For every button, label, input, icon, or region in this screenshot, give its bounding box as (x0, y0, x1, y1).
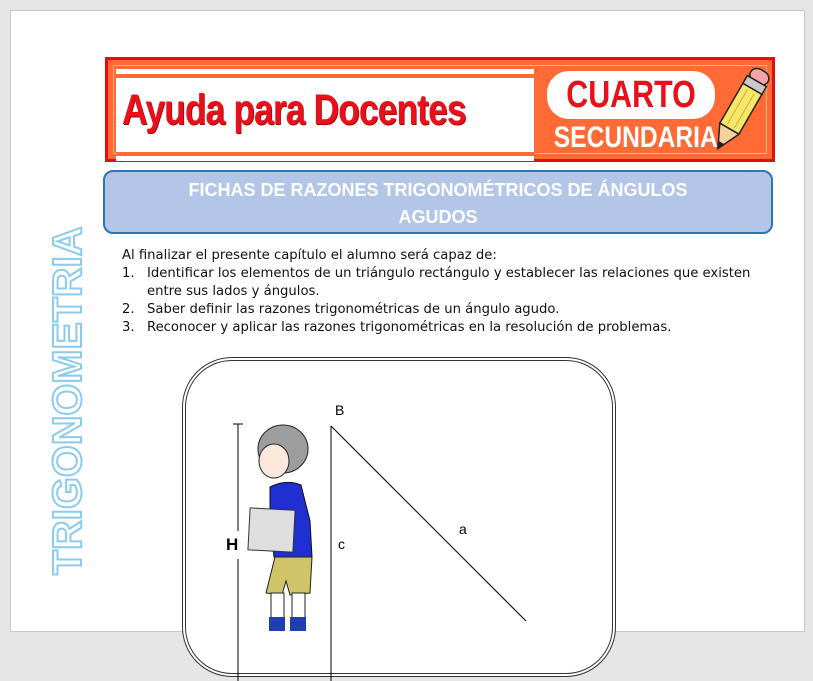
objective-item (122, 301, 762, 319)
side-a-label: a (459, 521, 467, 537)
objective-item (122, 265, 762, 301)
objective-text: Identificar los elementos de un triángulo rectángulo y establecer las relaciones que existen entre sus lados y ángulos. (147, 266, 751, 299)
grade-pill (547, 71, 715, 119)
objectives-section (122, 247, 762, 337)
objective-text: Saber definir las razones trigonométricas de un ángulo agudo. (147, 302, 560, 317)
subject-side-title: TRIGONOMETRIA (44, 226, 90, 575)
banner-title: Ayuda para Docentes (122, 86, 466, 134)
objective-number: 2. (122, 302, 135, 317)
header-banner (105, 57, 775, 162)
grade-label: CUARTO (566, 74, 696, 116)
vertex-b-label: B (335, 402, 345, 418)
objective-number: 3. (122, 320, 135, 335)
objectives-list (122, 265, 762, 337)
heading-line-2: AGUDOS (398, 207, 478, 227)
side-c-label: c (338, 536, 345, 552)
objectives-intro: Al finalizar el presente capítulo el alumno será capaz de: (122, 248, 497, 263)
objective-text: Reconocer y aplicar las razones trigonométricas en la resolución de problemas. (147, 320, 672, 335)
height-label: H (226, 535, 239, 554)
boy-illustration (248, 425, 312, 631)
level-label: SECUNDARIA (553, 121, 718, 154)
worksheet-heading (103, 170, 773, 234)
heading-line-1: FICHAS DE RAZONES TRIGONOMÉTRICOS DE ÁNGULOS (188, 180, 688, 200)
pencil-icon (708, 62, 770, 158)
triangle-diagram (186, 361, 616, 681)
triangle-figure-frame (182, 357, 616, 677)
objective-item (122, 319, 762, 337)
objective-number: 1. (122, 266, 135, 281)
